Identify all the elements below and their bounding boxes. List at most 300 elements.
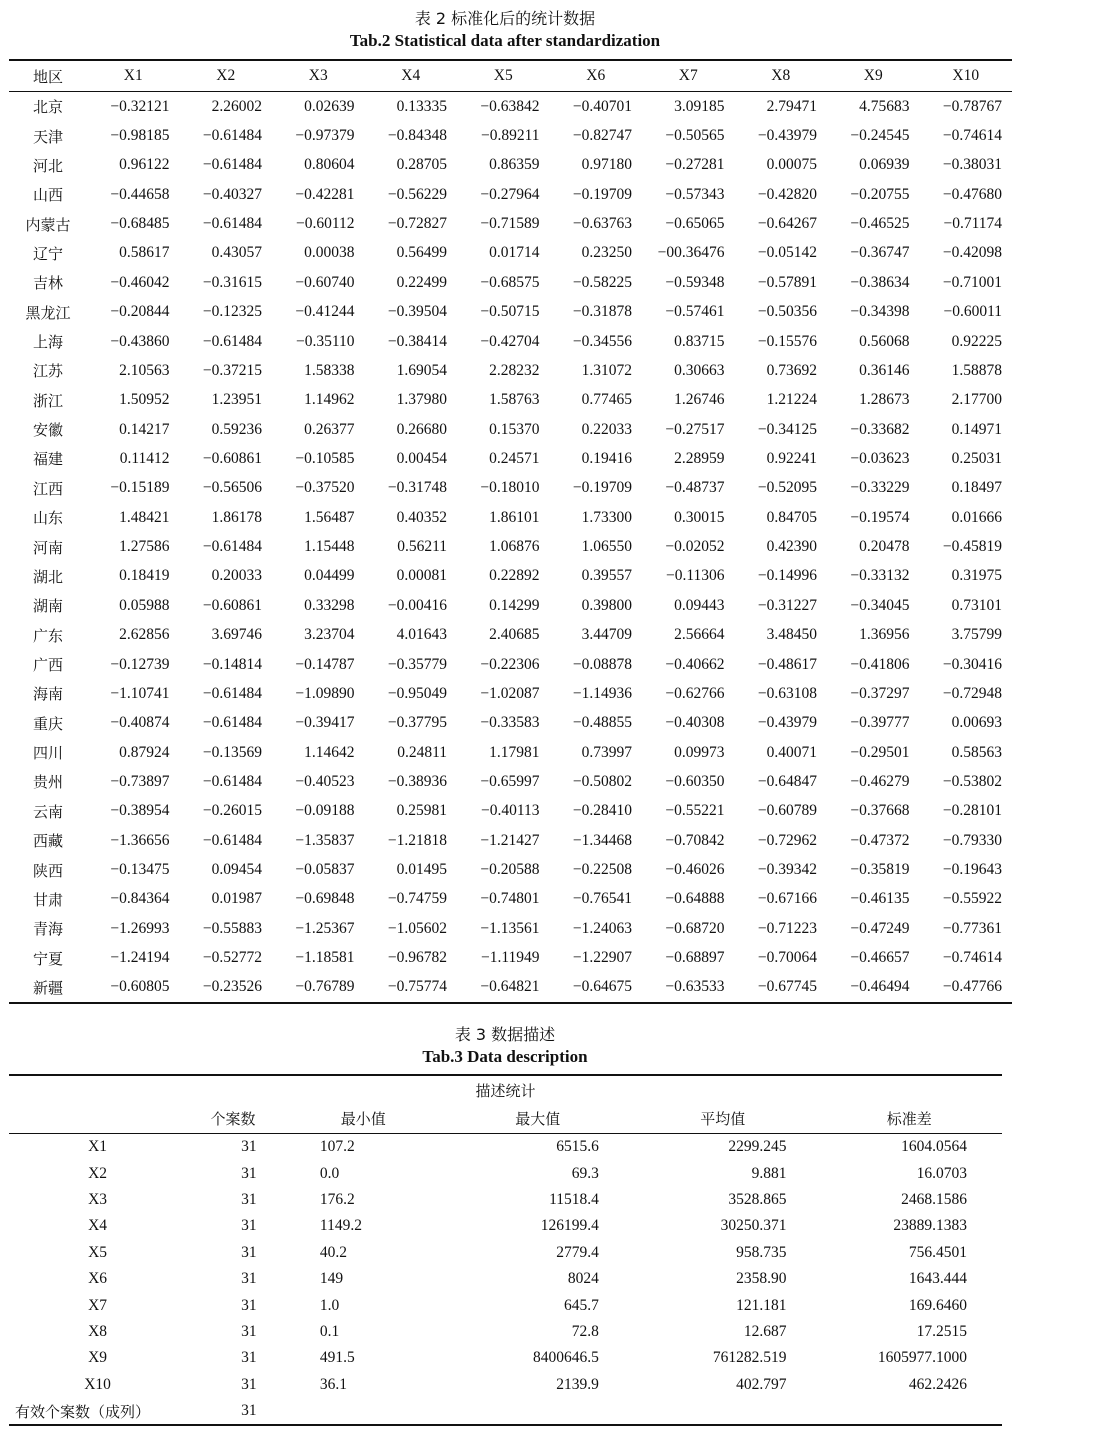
value-cell: 2.28232 [489, 361, 540, 379]
value-cell: 0.11412 [119, 449, 170, 467]
table3-column-header: 最大值 [447, 1104, 629, 1134]
table2-column-header: 地区 [9, 60, 87, 92]
value-cell: −0.22508 [572, 861, 632, 879]
value-cell: 9.881 [751, 1164, 787, 1182]
value-cell: −0.98185 [110, 127, 170, 145]
value-cell: 0.18497 [951, 479, 1002, 497]
region-cell: 甘肃 [32, 890, 63, 909]
value-cell: 1.06550 [581, 538, 632, 556]
valid-cases-row [9, 1398, 1002, 1425]
value-cell: −0.28410 [572, 802, 632, 820]
value-cell: −0.39342 [757, 861, 817, 879]
region-cell: 天津 [32, 127, 63, 146]
table-row [9, 767, 1012, 796]
region-cell: 辽宁 [32, 244, 63, 263]
value-cell: 0.96122 [119, 156, 170, 174]
value-cell: −0.57343 [665, 185, 725, 203]
value-cell: −0.57891 [757, 273, 817, 291]
value-cell: −0.62766 [665, 684, 725, 702]
value-cell: −0.71589 [480, 215, 540, 233]
table2-caption-cn: 表 2 标准化后的统计数据 [414, 9, 596, 28]
value-cell: −0.38954 [110, 802, 170, 820]
value-cell: −0.61484 [202, 156, 262, 174]
value-cell: 31 [241, 1243, 257, 1261]
value-cell: −0.08878 [572, 655, 632, 673]
value-cell: −0.58225 [572, 273, 632, 291]
value-cell: −0.05142 [757, 244, 817, 262]
table2-column-header: X1 [87, 60, 180, 92]
value-cell: 0.43057 [211, 244, 262, 262]
value-cell: −0.38414 [387, 332, 447, 350]
value-cell: 3.48450 [766, 626, 817, 644]
value-cell: 36.1 [319, 1375, 348, 1393]
value-cell: −0.95049 [387, 684, 447, 702]
value-cell: 0.1 [319, 1322, 340, 1340]
value-cell: 0.20033 [211, 567, 262, 585]
value-cell: 2.79471 [766, 97, 817, 115]
region-cell: 湖北 [32, 567, 63, 586]
value-cell: −0.27964 [480, 185, 540, 203]
value-cell: 16.0703 [916, 1164, 967, 1182]
value-cell: 1.28673 [859, 391, 910, 409]
value-cell: −0.71223 [757, 919, 817, 937]
value-cell: 2.40685 [489, 626, 540, 644]
value-cell: 0.00075 [766, 156, 817, 174]
region-cell: 广东 [32, 626, 63, 645]
value-cell: 0.09454 [211, 861, 262, 879]
value-cell: −0.32121 [110, 97, 170, 115]
value-cell: −0.42098 [942, 244, 1002, 262]
value-cell: 2139.9 [556, 1375, 599, 1393]
value-cell: −0.79330 [942, 831, 1002, 849]
value-cell: 4.75683 [859, 97, 910, 115]
value-cell: −0.64267 [757, 215, 817, 233]
value-cell: 0.40071 [766, 743, 817, 761]
value-cell: −0.64847 [757, 772, 817, 790]
table-row [9, 474, 1012, 503]
value-cell: −0.37520 [295, 479, 355, 497]
value-cell: 0.36146 [859, 361, 910, 379]
value-cell: −0.70842 [665, 831, 725, 849]
value-cell: 31 [241, 1349, 257, 1367]
value-cell: −0.47680 [942, 185, 1002, 203]
value-cell: −0.64675 [550, 973, 643, 1003]
value-cell: −0.68897 [665, 949, 725, 967]
value-cell: −0.78767 [942, 97, 1002, 115]
value-cell: −0.44658 [110, 185, 170, 203]
value-cell: −0.43979 [757, 714, 817, 732]
value-cell: 40.2 [319, 1243, 348, 1261]
valid-cases-label: 有效个案数（成列） [9, 1398, 186, 1425]
value-cell: 0.00454 [396, 449, 447, 467]
table-row [9, 1345, 1002, 1371]
value-cell: 8400646.5 [533, 1349, 599, 1367]
value-cell: −0.33583 [480, 714, 540, 732]
region-cell: 新疆 [9, 973, 87, 1003]
value-cell: −0.46026 [665, 861, 725, 879]
value-cell: 1.21224 [766, 391, 817, 409]
table2-header-row [9, 60, 1012, 92]
region-cell: 陕西 [32, 861, 63, 880]
value-cell: −1.10741 [110, 684, 170, 702]
empty-cell [280, 1398, 447, 1425]
value-cell: −1.21818 [387, 831, 447, 849]
value-cell: 0.40352 [396, 508, 447, 526]
value-cell: −0.14814 [202, 655, 262, 673]
value-cell: −0.34556 [572, 332, 632, 350]
value-cell: 0.09443 [674, 596, 725, 614]
region-cell: 黑龙江 [25, 303, 71, 322]
value-cell: 3.09185 [674, 97, 725, 115]
value-cell: 0.00038 [304, 244, 355, 262]
value-cell: 491.5 [319, 1349, 355, 1367]
value-cell: 0.23250 [581, 244, 632, 262]
value-cell: 0.77465 [581, 391, 632, 409]
value-cell: −0.40701 [572, 97, 632, 115]
region-cell: 西藏 [32, 832, 63, 851]
table-row [9, 738, 1012, 767]
value-cell: 1.36956 [859, 626, 910, 644]
table-row [9, 209, 1012, 238]
value-cell: −0.96782 [387, 949, 447, 967]
value-cell: −0.72948 [942, 684, 1002, 702]
value-cell: 11518.4 [549, 1190, 599, 1208]
value-cell: 0.31975 [951, 567, 1002, 585]
value-cell: 958.735 [736, 1243, 787, 1261]
value-cell: −0.60740 [295, 273, 355, 291]
value-cell: 1.73300 [581, 508, 632, 526]
value-cell: 0.24571 [489, 449, 540, 467]
value-cell: −0.74614 [942, 127, 1002, 145]
value-cell: 72.8 [571, 1322, 599, 1340]
value-cell: 2779.4 [556, 1243, 599, 1261]
value-cell: 0.22892 [489, 567, 540, 585]
value-cell: −1.11949 [480, 949, 540, 967]
value-cell: 1.15448 [304, 538, 355, 556]
value-cell: 0.58617 [119, 244, 170, 262]
value-cell: −0.05837 [295, 861, 355, 879]
value-cell: −0.68575 [480, 273, 540, 291]
value-cell: −0.39417 [295, 714, 355, 732]
variable-cell: X6 [88, 1270, 108, 1288]
region-cell: 广西 [32, 656, 63, 674]
value-cell: −0.75774 [365, 973, 458, 1003]
value-cell: −0.76541 [572, 890, 632, 908]
empty-cell [816, 1398, 1002, 1425]
value-cell: 0.25981 [396, 802, 447, 820]
value-cell: −0.42704 [480, 332, 540, 350]
standardized-data-table [9, 59, 1012, 1004]
value-cell: 1149.2 [319, 1217, 362, 1235]
value-cell: −0.89211 [480, 127, 540, 145]
value-cell: −0.37668 [850, 802, 910, 820]
value-cell: −0.61484 [202, 831, 262, 849]
value-cell: −0.45819 [942, 538, 1002, 556]
value-cell: −0.52095 [757, 479, 817, 497]
region-cell: 四川 [32, 744, 63, 763]
value-cell: −0.50356 [757, 303, 817, 321]
value-cell: 0.83715 [674, 332, 725, 350]
value-cell: 2.56664 [674, 626, 725, 644]
value-cell: 121.181 [736, 1296, 787, 1314]
value-cell: −1.05602 [387, 919, 447, 937]
value-cell: −0.55922 [942, 890, 1002, 908]
value-cell: −0.31748 [387, 479, 447, 497]
table-row [9, 1160, 1002, 1186]
value-cell: 0.24811 [397, 743, 447, 761]
region-cell: 浙江 [32, 391, 63, 410]
value-cell: −0.61484 [202, 538, 262, 556]
value-cell: 4.01643 [396, 626, 447, 644]
value-cell: −0.31227 [757, 596, 817, 614]
value-cell: 0.25031 [951, 449, 1002, 467]
table3-header-row [9, 1104, 1002, 1134]
value-cell: −0.47249 [850, 919, 910, 937]
value-cell: 0.19416 [581, 449, 632, 467]
table-row [9, 679, 1012, 708]
value-cell: 0.97180 [581, 156, 632, 174]
value-cell: −0.60861 [202, 596, 262, 614]
value-cell: −0.47766 [920, 973, 1013, 1003]
value-cell: −0.60112 [295, 215, 355, 233]
value-cell: 0.73997 [581, 743, 632, 761]
value-cell: 0.73692 [766, 361, 817, 379]
value-cell: 3.69746 [211, 626, 262, 644]
value-cell: −1.24063 [572, 919, 632, 937]
value-cell: 0.30015 [674, 508, 725, 526]
table3-column-header: 标准差 [816, 1104, 1002, 1134]
value-cell: −0.18010 [480, 479, 540, 497]
table-row [9, 562, 1012, 591]
value-cell: 0.04499 [304, 567, 355, 585]
value-cell: 0.28705 [396, 156, 447, 174]
value-cell: −0.48617 [757, 655, 817, 673]
value-cell: 2468.1586 [901, 1190, 967, 1208]
value-cell: −0.40662 [665, 655, 725, 673]
value-cell: −0.52772 [202, 949, 262, 967]
value-cell: −0.19574 [850, 508, 910, 526]
value-cell: −0.34398 [850, 303, 910, 321]
value-cell: 31 [241, 1322, 257, 1340]
value-cell: −0.37795 [387, 714, 447, 732]
table-row [9, 532, 1012, 561]
table-row [9, 151, 1012, 180]
value-cell: 149 [319, 1270, 344, 1288]
value-cell: −0.71174 [943, 215, 1002, 233]
value-cell: 0.02639 [304, 97, 355, 115]
table-row [9, 973, 1012, 1003]
value-cell: −0.40113 [480, 802, 540, 820]
value-cell: −0.56506 [202, 479, 262, 497]
value-cell: 0.06939 [859, 156, 910, 174]
empty-cell [629, 1398, 817, 1425]
value-cell: 2358.90 [736, 1270, 787, 1288]
value-cell: −1.21427 [480, 831, 540, 849]
value-cell: 0.09973 [674, 743, 725, 761]
variable-cell: X7 [88, 1296, 108, 1314]
value-cell: −0.50802 [572, 772, 632, 790]
value-cell: −0.19709 [572, 479, 632, 497]
value-cell: −0.00416 [387, 596, 447, 614]
value-cell: −0.71001 [942, 273, 1002, 291]
value-cell: 1.58338 [304, 361, 355, 379]
value-cell: −0.46657 [850, 949, 910, 967]
table3-column-header: 个案数 [186, 1104, 280, 1134]
value-cell: 1.58878 [951, 361, 1002, 379]
value-cell: −1.18581 [295, 949, 355, 967]
value-cell: 0.14217 [119, 420, 170, 438]
table-row [9, 943, 1012, 972]
value-cell: 1.14962 [304, 391, 355, 409]
value-cell: −0.43979 [757, 127, 817, 145]
value-cell: −0.24545 [850, 127, 910, 145]
value-cell: −0.38936 [387, 772, 447, 790]
value-cell: −1.02087 [480, 684, 540, 702]
value-cell: −0.31878 [572, 303, 632, 321]
value-cell: −1.09890 [295, 684, 355, 702]
value-cell: −0.61484 [202, 714, 262, 732]
value-cell: −0.73897 [110, 772, 170, 790]
table-row [9, 855, 1012, 884]
value-cell: −0.84348 [387, 127, 447, 145]
value-cell: −0.12739 [110, 655, 170, 673]
value-cell: −0.61484 [202, 215, 262, 233]
value-cell: 17.2515 [916, 1322, 967, 1340]
value-cell: −0.13475 [110, 861, 170, 879]
region-cell: 河北 [32, 156, 63, 175]
value-cell: −0.20755 [850, 185, 910, 203]
value-cell: −0.63842 [480, 97, 540, 115]
value-cell: 0.14299 [489, 596, 540, 614]
value-cell: 0.87924 [119, 743, 170, 761]
value-cell: 0.59236 [211, 420, 262, 438]
region-cell: 山西 [32, 186, 63, 205]
value-cell: 0.92241 [766, 449, 817, 467]
value-cell: −0.46494 [827, 973, 920, 1003]
value-cell: −0.34045 [850, 596, 910, 614]
value-cell: 0.26680 [396, 420, 447, 438]
value-cell: −0.12325 [202, 303, 262, 321]
table-row [9, 1187, 1002, 1213]
value-cell: 462.2426 [908, 1375, 967, 1393]
value-cell: 0.01714 [489, 244, 540, 262]
value-cell: −0.65997 [480, 772, 540, 790]
table-row [9, 327, 1012, 356]
table2-column-header: X10 [920, 60, 1013, 92]
value-cell: −0.59348 [665, 273, 725, 291]
value-cell: −0.60011 [943, 303, 1002, 321]
value-cell: −0.74801 [480, 890, 540, 908]
value-cell: −0.46042 [110, 273, 170, 291]
value-cell: 1.58763 [489, 391, 540, 409]
value-cell: −0.60350 [665, 772, 725, 790]
valid-cases-value: 31 [186, 1398, 280, 1425]
value-cell: −0.53802 [942, 772, 1002, 790]
table2-column-header: X8 [735, 60, 828, 92]
value-cell: 0.00081 [396, 567, 447, 585]
value-cell: −0.50565 [665, 127, 725, 145]
variable-cell: X4 [88, 1217, 108, 1235]
region-cell: 上海 [32, 333, 63, 352]
value-cell: −0.03623 [850, 449, 910, 467]
value-cell: −0.46279 [850, 772, 910, 790]
value-cell: −0.42281 [295, 185, 355, 203]
value-cell: −0.61484 [202, 332, 262, 350]
value-cell: −0.33132 [850, 567, 910, 585]
value-cell: 0.15370 [489, 420, 540, 438]
value-cell: −0.10585 [295, 449, 355, 467]
value-cell: −0.34125 [757, 420, 817, 438]
value-cell: −0.70064 [757, 949, 817, 967]
value-cell: −1.25367 [295, 919, 355, 937]
value-cell: −0.37215 [202, 361, 262, 379]
value-cell: 0.01666 [951, 508, 1002, 526]
table-row [9, 239, 1012, 268]
value-cell: −0.35110 [295, 332, 355, 350]
value-cell: 1.27586 [119, 538, 170, 556]
value-cell: −0.20588 [480, 861, 540, 879]
value-cell: −0.67745 [735, 973, 828, 1003]
table-row [9, 1292, 1002, 1318]
region-cell: 海南 [32, 685, 63, 704]
value-cell: −0.20844 [110, 303, 170, 321]
region-cell: 北京 [32, 98, 63, 117]
value-cell: 1.37980 [396, 391, 447, 409]
table3-caption-en: Tab.3 Data description [422, 1047, 588, 1066]
value-cell: −1.26993 [110, 919, 170, 937]
value-cell: 3.44709 [581, 626, 632, 644]
table-row [9, 914, 1012, 943]
value-cell: −0.69848 [295, 890, 355, 908]
value-cell: 645.7 [564, 1296, 599, 1314]
table-row [9, 1372, 1002, 1398]
value-cell: −0.42820 [757, 185, 817, 203]
variable-cell: X2 [88, 1164, 108, 1182]
value-cell: −0.41806 [850, 655, 910, 673]
value-cell: 1643.444 [908, 1270, 967, 1288]
value-cell: 1.56487 [304, 508, 355, 526]
value-cell: 0.30663 [674, 361, 725, 379]
value-cell: −0.27281 [665, 156, 725, 174]
value-cell: −0.77361 [942, 919, 1002, 937]
value-cell: −0.97379 [295, 127, 355, 145]
value-cell: 6515.6 [556, 1138, 599, 1156]
region-cell: 重庆 [32, 714, 63, 733]
region-cell: 江苏 [32, 362, 63, 381]
value-cell: 3.23704 [304, 626, 355, 644]
value-cell: 0.18419 [119, 567, 170, 585]
value-cell: 1.26746 [674, 391, 725, 409]
region-cell: 青海 [32, 920, 63, 939]
value-cell: 31 [241, 1138, 257, 1156]
table2-column-header: X3 [272, 60, 365, 92]
table-row [9, 356, 1012, 385]
value-cell: −0.48855 [572, 714, 632, 732]
value-cell: 176.2 [319, 1190, 355, 1208]
value-cell: −0.61484 [202, 127, 262, 145]
value-cell: 0.86359 [489, 156, 540, 174]
value-cell: 0.80604 [304, 156, 355, 174]
value-cell: 761282.519 [712, 1349, 787, 1367]
value-cell: −0.67166 [757, 890, 817, 908]
value-cell: −0.28101 [942, 802, 1002, 820]
table2-column-header: X4 [365, 60, 458, 92]
data-description-table [9, 1074, 1002, 1426]
value-cell: −0.40308 [665, 714, 725, 732]
value-cell: 169.6460 [908, 1296, 967, 1314]
value-cell: 31 [241, 1190, 257, 1208]
value-cell: −0.68485 [110, 215, 170, 233]
